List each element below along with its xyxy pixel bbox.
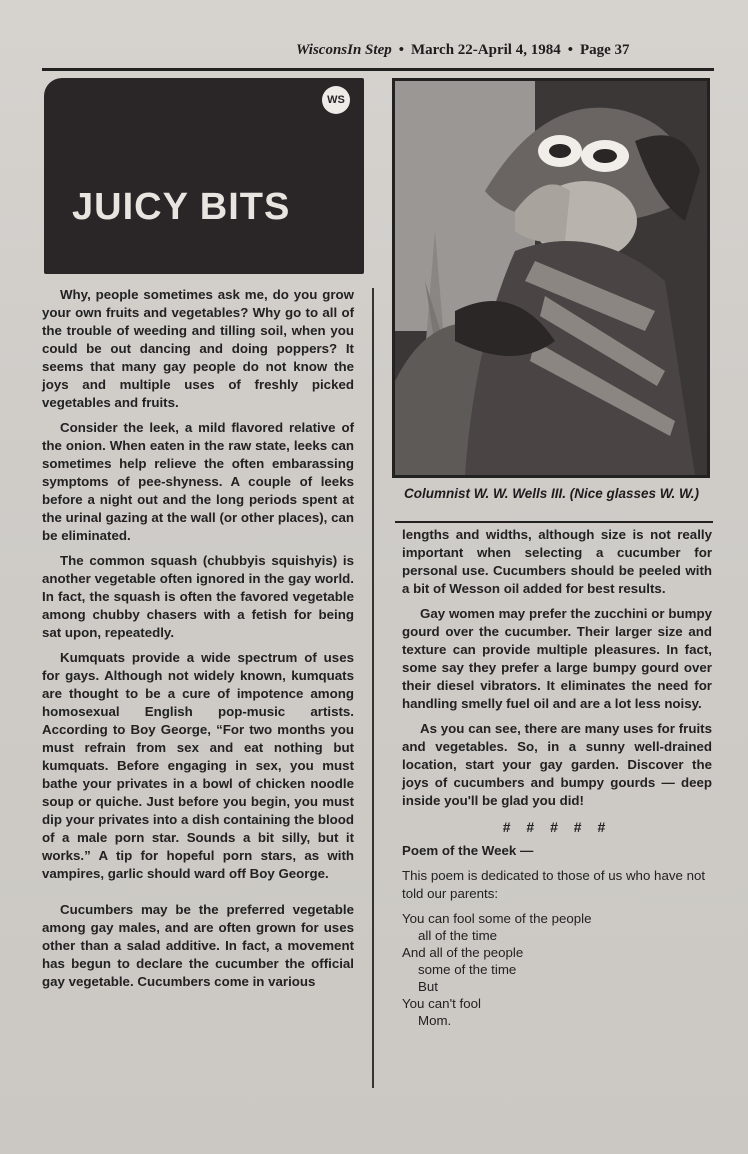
poem-line: But: [418, 979, 438, 994]
column-title: JUICY BITS: [72, 186, 291, 228]
issue-date: March 22-April 4, 1984: [411, 42, 561, 58]
poem-intro: This poem is dedicated to those of us who have not told our parents:: [402, 868, 706, 901]
poem-line: Mom.: [418, 1013, 452, 1028]
publication-name: WisconsIn Step: [296, 42, 392, 58]
article-paragraph: The common squash (chubbyis squishyis) is another vegetable often ignored in the gay world. In fact, the squash is often the favored vegetable among chubby chasers with a fetish for being sat upon, repeatedly.: [42, 553, 354, 640]
article-paragraph: Kumquats provide a wide spectrum of uses for gays. Although not widely known, kumquats are thought to be a cure of impotence among homosexual English pop-music artists. According to Boy George, “For two months you must refrain from sex and eat nothing but kumquats. Before engaging in sex, you must bathe your privates in a bowl of chicken noodle soup or quiche. Just before you begin, you must dip your privates into a dish containing the blood of a male porn star. Sounds a bit silly, but it works.” A tip for hopeful porn stars, as with vampires, garlic should ward off Boy George.: [42, 650, 354, 881]
column-logo-box: [44, 78, 364, 274]
article-paragraph: As you can see, there are many uses for fruits and vegetables. So, in a sunny well-drained location, start your gay garden. Discover the joys of cucumbers and bumpy gourds — deep inside you'll be glad you did!: [402, 721, 712, 808]
caption-rule: [395, 521, 713, 523]
ws-logo-icon: WS: [322, 86, 350, 114]
poem-line: You can't fool: [402, 996, 481, 1011]
poem: [402, 910, 712, 1029]
header-rule: [42, 68, 714, 71]
article-paragraph: Why, people sometimes ask me, do you grow your own fruits and vegetables? Why go to all of the trouble of weeding and tilling soil, when you could be out dancing and doing poppers? It seems that many gay people do not know the joys and multiple uses of freshly picked vegetables and fruits.: [42, 287, 354, 410]
article-paragraph: Gay women may prefer the zucchini or bumpy gourd over the cucumber. Their larger size and texture can provide multiple pleasures. In fact, some say they prefer a large bumpy gourd over their diesel vibrators. It eliminates the need for handling smelly fuel oil and are a lot less noisy.: [402, 606, 712, 711]
photo-caption: Columnist W. W. Wells III. (Nice glasses W. W.): [404, 486, 700, 501]
header-separator: •: [398, 42, 404, 58]
poem-title: Poem of the Week —: [402, 843, 534, 858]
page-header: [296, 42, 716, 59]
photo-illustration: [395, 81, 707, 475]
article-paragraph: Cucumbers may be the preferred vegetable among gay males, and are often grown for uses other than a salad additive. In fact, a movement has begun to declare the cucumber the official gay vegetable. Cucumbers come in various: [42, 902, 354, 989]
left-column: [42, 286, 354, 998]
poem-line: all of the time: [418, 928, 498, 943]
article-paragraph: Consider the leek, a mild flavored relative of the onion. When eaten in the raw state, leeks can sometimes help relieve the often embarassing symptoms of pee-shyness. A couple of leeks before a night out and the long periods spent at the urinal gazing at the wall (or other places), can be eliminated.: [42, 420, 354, 543]
columnist-photo: [392, 78, 710, 478]
page-number: Page 37: [579, 42, 630, 58]
poem-line: And all of the people: [402, 945, 524, 960]
section-separator: # # # # #: [502, 819, 612, 835]
article-paragraph: lengths and widths, although size is not really important when selecting a cucumber for personal use. Cucumbers should be peeled with a bit of Wesson oil added for best results.: [402, 527, 712, 596]
poem-line: some of the time: [418, 962, 517, 977]
column-divider: [372, 288, 374, 1088]
header-separator: •: [567, 42, 573, 58]
right-column: [402, 526, 712, 1029]
poem-line: You can fool some of the people: [402, 911, 592, 926]
